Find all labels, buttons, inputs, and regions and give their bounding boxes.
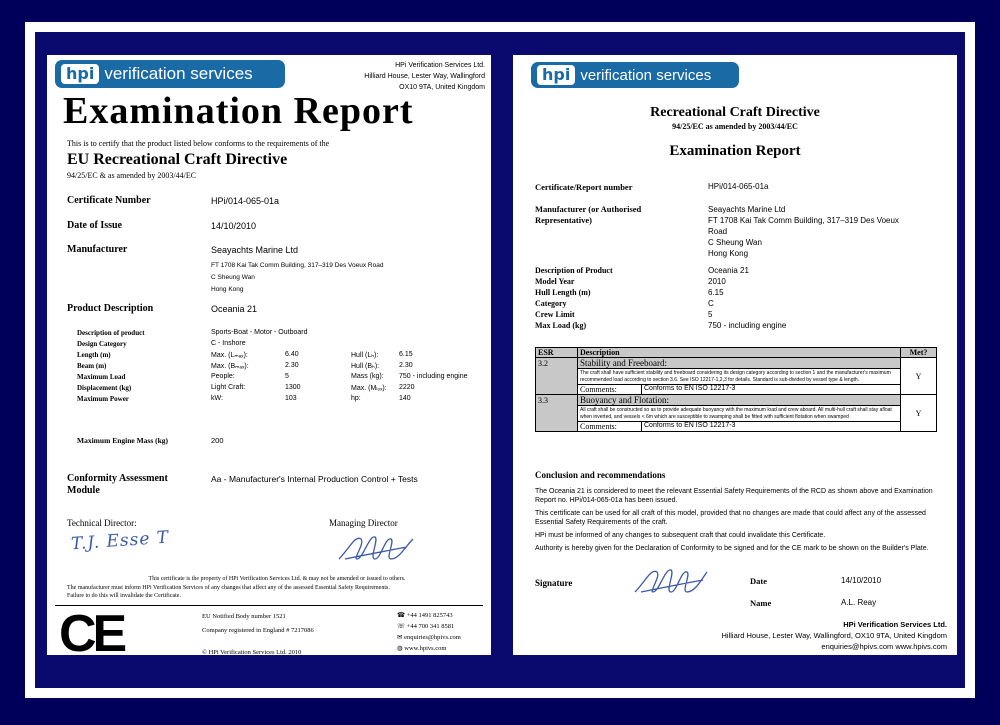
- inner-frame: [35, 32, 965, 688]
- certify-text: This is to certify that the product listed below conforms to the requirements of the: [67, 139, 330, 148]
- detail-label: Model Year: [535, 277, 575, 286]
- name-value: A.L. Reay: [841, 598, 877, 607]
- spec-label: Description of product: [77, 329, 145, 337]
- spec-value: Max. (Bₘₐₓ):: [211, 363, 249, 370]
- spec-row: [77, 395, 487, 406]
- address-line: HPi Verification Services Ltd.: [395, 62, 485, 69]
- address-line: OX10 9TA, United Kingdom: [399, 84, 485, 91]
- detail-value: 2010: [708, 277, 726, 286]
- esr-row: [536, 358, 937, 369]
- esr-met: Y: [901, 358, 937, 395]
- footer-line: © HPi Verification Services Ltd. 2010: [202, 649, 302, 655]
- spec-value: hp:: [351, 395, 361, 402]
- signature-image: [631, 560, 711, 600]
- conformity-value: Aa - Manufacturer's Internal Production Control + Tests: [211, 474, 418, 484]
- detail-value: Oceania 21: [708, 266, 749, 275]
- detail-value: 6.15: [708, 288, 724, 297]
- logo-hpi: hpi: [61, 64, 99, 84]
- spec-row: [77, 340, 487, 351]
- spec-value: 1300: [285, 384, 301, 391]
- detail-row: [535, 310, 945, 321]
- product-description-label: Product Description: [67, 303, 154, 314]
- product-details: [535, 266, 945, 332]
- footer-company-info: [202, 610, 314, 655]
- spec-label: Length (m): [77, 351, 111, 359]
- comments-label: Comments:: [578, 385, 642, 395]
- conformity-label: [67, 473, 168, 497]
- esr-met: Y: [901, 395, 937, 432]
- logo-hpi: hpi: [537, 65, 575, 85]
- spec-value: 2.30: [399, 362, 413, 369]
- esr-row: [536, 385, 937, 395]
- globe-icon: ◍: [397, 645, 405, 652]
- address-line: FT 1708 Kai Tak Comm Building, 317–319 Des Voeux Road: [211, 262, 384, 269]
- spec-value: 5: [285, 373, 289, 380]
- esr-text: The craft shall have sufficient stability and freeboard considering its design category according to section 1 and the manufacturer's maximum recommended load according to section 3.6. See ISO 12217-1,2,3 for details. Standard is sub-divided by vessel type & length.: [578, 369, 901, 385]
- detail-value: C: [708, 299, 714, 308]
- mobile-icon: ☏: [397, 623, 407, 630]
- spec-row: [77, 329, 487, 340]
- conclusion-paragraph: This certificate can be used for all craft of this model, provided that no changes are made that could affect any of the assessed Essential Safety Requirements of the craft.: [535, 510, 926, 526]
- manufacturer-value: [708, 204, 899, 259]
- certificate-number-value: HPi/014-065-01a: [211, 196, 280, 206]
- conclusion-title: Conclusion and recommendations: [535, 470, 666, 480]
- address-line: C Sheung Wan: [211, 274, 255, 281]
- spec-row: [77, 373, 487, 384]
- spec-row: [77, 351, 487, 362]
- conformity-label-line: Conformity Assessment: [67, 473, 168, 484]
- spec-value: Hull (Lₕ):: [351, 352, 379, 359]
- date-label: Date: [750, 576, 767, 586]
- spec-value: kW:: [211, 395, 223, 402]
- managing-director-label: Managing Director: [329, 518, 398, 528]
- conclusion-paragraph: HPi must be informed of any changes to subsequent craft that could invalidate this Certificate.: [535, 532, 826, 539]
- spec-value: Sports-Boat - Motor - Outboard: [211, 329, 308, 336]
- esr-title: Stability and Freeboard:: [578, 358, 901, 369]
- detail-row: [535, 321, 945, 332]
- hpi-logo: [55, 60, 285, 88]
- manufacturer-address: [211, 260, 383, 296]
- address-line: Hong Kong: [211, 286, 244, 293]
- email-icon: ✉: [397, 634, 405, 641]
- detail-label: Category: [535, 299, 567, 308]
- spec-value: Light Craft:: [211, 384, 246, 391]
- comments-value: Conforms to EN ISO 12217-3: [642, 422, 901, 432]
- spec-label: Design Category: [77, 340, 127, 348]
- footer-line: Hilliard House, Lester Way, Wallingford, OX10 9TA, United Kingdom: [721, 631, 947, 640]
- spec-label: Maximum Power: [77, 395, 129, 403]
- footer-line: HPi Verification Services Ltd.: [843, 620, 947, 629]
- date-of-issue-label: Date of Issue: [67, 220, 122, 231]
- esr-number: 3.2: [536, 358, 578, 395]
- email-address: enquiries@hpivs.com: [404, 634, 461, 641]
- address-line: Hilliard House, Lester Way, Wallingford: [364, 73, 485, 80]
- spec-value: Max. (Lₘₐₓ):: [211, 352, 248, 359]
- comments-label: Comments:: [578, 422, 642, 432]
- spec-value: 750 - including engine: [399, 373, 468, 380]
- footer-line: enquiries@hpivs.com www.hpivs.com: [821, 642, 947, 651]
- certificate-notes: [67, 575, 487, 601]
- manufacturer-label: Manufacturer (or Authorised Representative): [535, 204, 642, 225]
- spec-value: 103: [285, 395, 297, 402]
- spec-value: 6.15: [399, 351, 413, 358]
- examination-report: [513, 55, 957, 655]
- date-value: 14/10/2010: [841, 576, 882, 585]
- logo-text: verification services: [104, 64, 253, 83]
- detail-label: Description of Product: [535, 266, 613, 275]
- hpi-logo: [531, 62, 739, 88]
- mobile-number: +44 700 341 8581: [406, 623, 455, 630]
- detail-row: [535, 266, 945, 277]
- note-line: The manufacturer must inform HPi Verification Services of any changes that affect any of the assessed Essential Safety Requirements.: [67, 584, 390, 591]
- logo-text: verification services: [580, 66, 712, 84]
- spec-value: C - Inshore: [211, 340, 246, 347]
- manufacturer-name: Seayachts Marine Ltd: [211, 245, 299, 255]
- conclusion-paragraph: The Oceania 21 is considered to meet the relevant Essential Safety Requirements of the RCD as shown above and Examination Report no. HPi/014-065-01a has been issued.: [535, 488, 933, 504]
- manufacturer-line: Road: [708, 227, 728, 236]
- footer-contacts: [397, 610, 461, 654]
- detail-value: 5: [708, 310, 713, 319]
- managing-director-signature: [335, 529, 417, 567]
- manufacturer-line: FT 1708 Kai Tak Comm Building, 317–319 Des Voeux: [708, 216, 899, 225]
- spec-value: Mass (kg):: [351, 373, 384, 380]
- spec-label: Displacement (kg): [77, 384, 132, 392]
- directive-title: EU Recreational Craft Directive: [67, 151, 288, 168]
- esr-number: 3.3: [536, 395, 578, 432]
- spec-label: Beam (m): [77, 362, 107, 370]
- technical-director-label: Technical Director:: [67, 518, 137, 528]
- spec-value: People:: [211, 373, 235, 380]
- spec-value: 2220: [399, 384, 415, 391]
- esr-row: [536, 406, 937, 422]
- detail-label: Hull Length (m): [535, 288, 591, 297]
- manufacturer-label: Manufacturer: [67, 244, 128, 255]
- conclusion-text: [535, 487, 940, 553]
- detail-row: [535, 277, 945, 288]
- engine-mass-value: 200: [211, 436, 224, 445]
- directive-amended: 94/25/EC as amended by 2003/44/EC: [672, 122, 798, 131]
- footer-line: EU Notified Body number 1521: [202, 613, 286, 620]
- examination-certificate: [47, 55, 491, 655]
- detail-label: Max Load (kg): [535, 321, 587, 330]
- report-number-label: Certificate/Report number: [535, 182, 633, 192]
- detail-label: Crew Limit: [535, 310, 575, 319]
- name-label: Name: [750, 598, 772, 608]
- engine-mass-label: Maximum Engine Mass (kg): [77, 436, 169, 445]
- esr-text: All craft shall be constructed so as to provide adequate buoyancy with the maximum load and crew aboard. All multi-hull craft shall stay afloat when inverted, and vessels < 6m which are susceptible to swamping shall be fitted with sufficient flotation when swamped: [578, 406, 901, 422]
- ce-mark: CE: [59, 605, 124, 655]
- outer-frame: [25, 22, 975, 698]
- spec-value: Hull (Bₕ):: [351, 363, 380, 370]
- detail-row: [535, 288, 945, 299]
- manufacturer-line: C Sheung Wan: [708, 238, 762, 247]
- comments-value: Conforms to EN ISO 12217-3: [642, 385, 901, 395]
- spec-value: 140: [399, 395, 411, 402]
- certificate-number-label: Certificate Number: [67, 195, 151, 206]
- note-line: Failure to do this will invalidate the Certificate.: [67, 593, 181, 599]
- manufacturer-line: Hong Kong: [708, 249, 749, 258]
- met-header: Met?: [901, 348, 937, 358]
- esr-row: [536, 422, 937, 432]
- phone-number: +44 1491 825743: [406, 612, 453, 619]
- spec-value: 2.30: [285, 362, 299, 369]
- description-header: Description: [578, 348, 901, 358]
- spec-row: [77, 362, 487, 373]
- esr-row: [536, 369, 937, 385]
- spec-value: Max. (Mₗₒₓ):: [351, 385, 387, 392]
- signature-label: Signature: [535, 578, 573, 588]
- phone-icon: ☎: [397, 612, 407, 619]
- detail-row: [535, 299, 945, 310]
- esr-row: [536, 395, 937, 406]
- esr-title: Buoyancy and Flotation:: [578, 395, 901, 406]
- spec-label: Maximum Load: [77, 373, 126, 381]
- esr-header: ESR: [536, 348, 578, 358]
- page-title: Examination Report: [63, 90, 414, 132]
- manufacturer-line: Seayachts Marine Ltd: [708, 205, 786, 214]
- technical-director-signature: T.J. Esse T: [70, 527, 170, 555]
- spec-value: 6.40: [285, 351, 299, 358]
- note-line: This certificate is the property of HPi Verification Services Ltd. & may not be amended or issued to others.: [148, 576, 406, 582]
- website-url: www.hpivs.com: [404, 645, 447, 652]
- conclusion-paragraph: Authority is hereby given for the Declaration of Conformity to be signed and for the CE mark to be shown on the Builder's Plate.: [535, 545, 929, 552]
- esr-table: [535, 347, 937, 432]
- page-title: Examination Report: [669, 143, 801, 159]
- footer-address: [721, 619, 947, 652]
- date-of-issue-value: 14/10/2010: [211, 221, 257, 231]
- detail-value: 750 - including engine: [708, 321, 787, 330]
- directive-amended: 94/25/EC & as amended by 2003/44/EC: [67, 171, 197, 180]
- conformity-label-line: Module: [67, 485, 100, 496]
- directive-title: Recreational Craft Directive: [650, 105, 820, 120]
- footer-line: Company registered in England # 7217086: [202, 627, 314, 634]
- product-description-value: Oceania 21: [211, 304, 258, 314]
- spec-row: [77, 384, 487, 395]
- report-number-value: HPi/014-065-01a: [708, 182, 769, 191]
- spec-table: [77, 329, 487, 406]
